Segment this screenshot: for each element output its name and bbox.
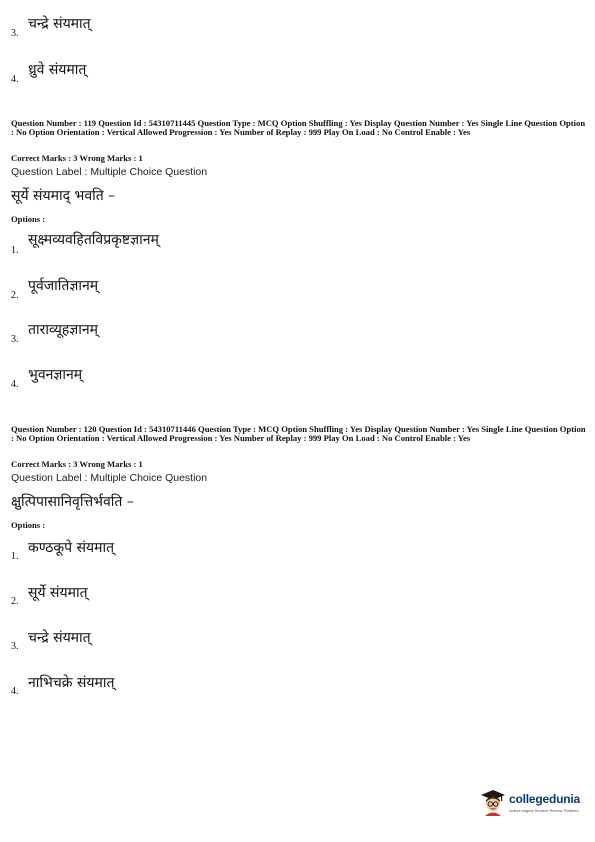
question-119-text: सूर्ये संयमाद् भवति –	[11, 188, 116, 204]
question-119-label: Question Label : Multiple Choice Question	[11, 166, 208, 178]
option-number: 3.	[11, 28, 19, 39]
option-number: 2.	[11, 596, 19, 607]
student-mascot-icon	[480, 789, 506, 817]
logo-name: collegedunia	[509, 792, 580, 806]
logo-tagline: India's largest Student Review Platform	[509, 808, 579, 813]
question-120-marks: Correct Marks : 3 Wrong Marks : 1	[11, 459, 143, 469]
option-number: 4.	[11, 686, 19, 697]
option-text: नाभिचक्रे संयमात्	[28, 675, 115, 691]
question-119-marks: Correct Marks : 3 Wrong Marks : 1	[11, 153, 143, 163]
option-text: सूर्ये संयमात्	[28, 585, 88, 601]
option-text: पूर्वजातिज्ञानम्	[28, 278, 99, 294]
option-text: ध्रुवे संयमात्	[28, 62, 87, 78]
question-120-label: Question Label : Multiple Choice Question	[11, 472, 208, 484]
question-120-meta: Question Number : 120 Question Id : 54310711446 Question Type : MCQ Option Shuffling : Yes Display Question Number : Yes Single Line Question Option : No Option Orientation : Vertical Allowed Progression : Yes Number of Replay : 999 Play On Load : No Control Enable : Yes	[11, 424, 586, 444]
option-text: चन्द्रे संयमात्	[28, 16, 91, 32]
option-number: 2.	[11, 290, 19, 301]
option-number: 4.	[11, 74, 19, 85]
option-text: ताराव्यूहज्ञानम्	[28, 322, 99, 338]
option-number: 1.	[11, 245, 19, 256]
option-text: चन्द्रे संयमात्	[28, 630, 91, 646]
option-number: 1.	[11, 551, 19, 562]
option-text: सूक्ष्मव्यवहितविप्रकृष्टज्ञानम्	[28, 232, 159, 248]
collegedunia-logo	[480, 789, 580, 817]
option-number: 3.	[11, 641, 19, 652]
question-120-options-heading: Options :	[11, 520, 46, 530]
option-text: कण्ठकूपे संयमात्	[28, 540, 115, 556]
option-number: 4.	[11, 379, 19, 390]
question-119-meta: Question Number : 119 Question Id : 54310711445 Question Type : MCQ Option Shuffling : Yes Display Question Number : Yes Single Line Question Option : No Option Orientation : Vertical Allowed Progression : Yes Number of Replay : 999 Play On Load : No Control Enable : Yes	[11, 118, 586, 138]
option-number: 3.	[11, 334, 19, 345]
question-120-text: क्षुत्पिपासानिवृत्तिर्भवति –	[11, 494, 134, 510]
option-text: भुवनज्ञानम्	[28, 367, 83, 383]
question-119-options-heading: Options :	[11, 214, 46, 224]
